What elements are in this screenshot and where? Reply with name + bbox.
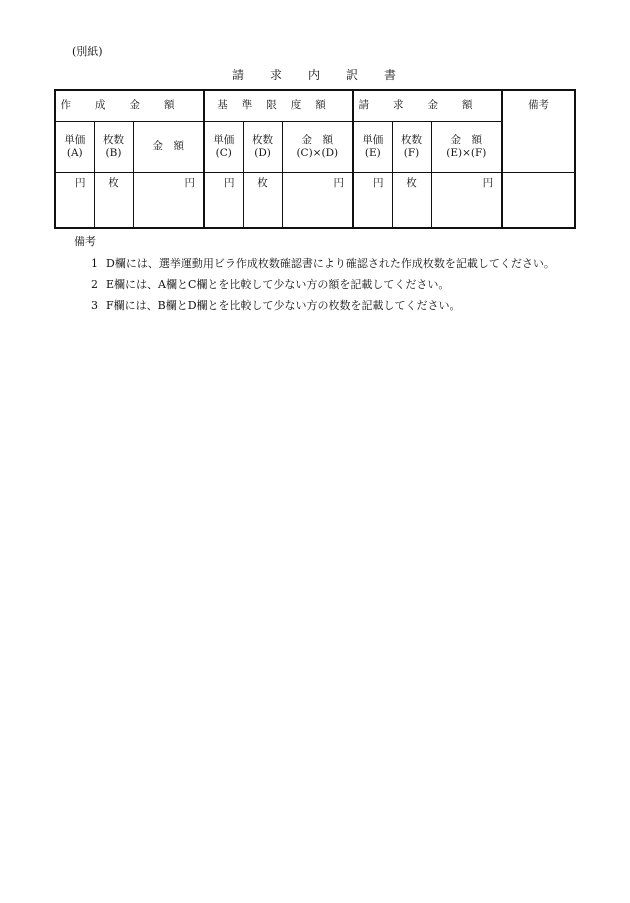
data-cell-amount-1[interactable]: 円: [133, 173, 204, 229]
remarks-header: 備考: [502, 90, 575, 173]
data-cell-count-f[interactable]: 枚: [392, 173, 431, 229]
data-row: [55, 173, 575, 229]
data-cell-unit-price-e[interactable]: 円: [353, 173, 392, 229]
group-header-claim-amount: 請求金額: [353, 90, 502, 122]
annex-label: (別紙): [72, 45, 103, 58]
subheader-unit-price-e: 単価 (E): [353, 122, 392, 173]
subheader-amount-1: 金 額: [133, 122, 204, 173]
subheader-count-f: 枚数 (F): [392, 122, 431, 173]
notes-heading: 備考: [74, 235, 96, 248]
sub-header-row: [55, 122, 575, 173]
document-title: 請求内訳書: [231, 68, 422, 82]
note-item: 3 F欄には、B欄とD欄とを比較して少ない方の枚数を記載してください。: [91, 299, 461, 312]
subheader-count-d: 枚数 (D): [243, 122, 282, 173]
subheader-amount-exf: 金 額 (E)×(F): [431, 122, 502, 173]
data-cell-count-d[interactable]: 枚: [243, 173, 282, 229]
subheader-unit-price-c: 単価 (C): [204, 122, 243, 173]
note-item: 1 D欄には、選挙運動用ビラ作成枚数確認書により確認された作成枚数を記載してください。: [91, 257, 555, 270]
group-header-row: [55, 90, 575, 122]
group-header-creation-amount: 作成金額: [55, 90, 204, 122]
subheader-unit-price-a: 単価 (A): [55, 122, 94, 173]
data-cell-unit-price-c[interactable]: 円: [204, 173, 243, 229]
group-header-standard-limit: 基準限度額: [204, 90, 353, 122]
data-cell-amount-exf[interactable]: 円: [431, 173, 502, 229]
subheader-count-b: 枚数 (B): [94, 122, 133, 173]
note-item: 2 E欄には、A欄とC欄とを比較して少ない方の額を記載してください。: [91, 278, 450, 291]
subheader-amount-cxd: 金 額 (C)×(D): [282, 122, 353, 173]
data-cell-remarks[interactable]: [502, 173, 575, 229]
data-cell-unit-price-a[interactable]: 円: [55, 173, 94, 229]
data-cell-amount-cxd[interactable]: 円: [282, 173, 353, 229]
data-cell-count-b[interactable]: 枚: [94, 173, 133, 229]
breakdown-table: [54, 89, 576, 229]
